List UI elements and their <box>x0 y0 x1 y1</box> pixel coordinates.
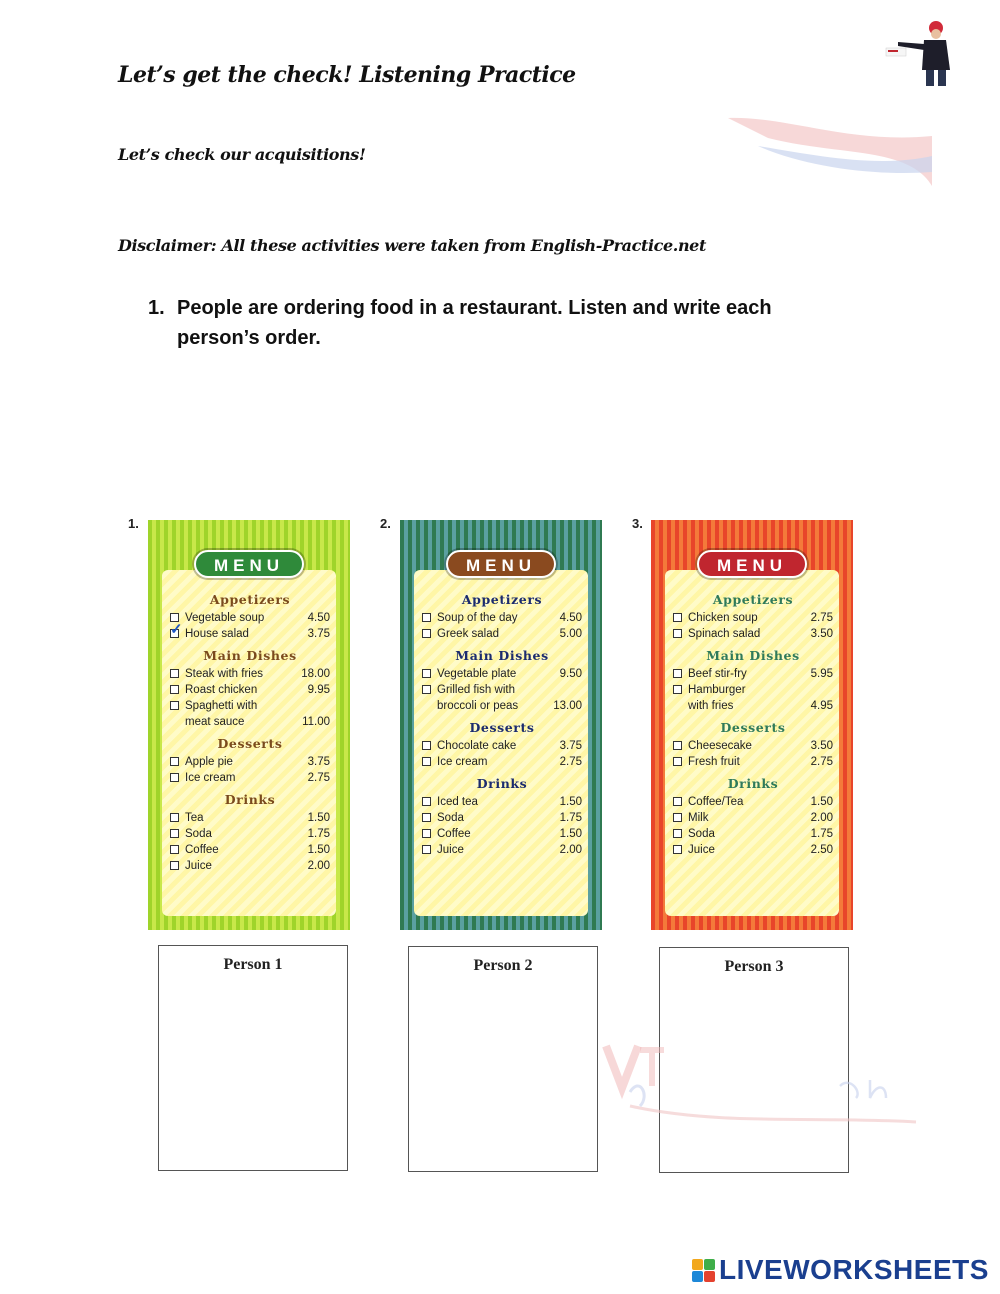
checkbox[interactable] <box>422 669 431 678</box>
liveworksheets-logo <box>692 1254 989 1286</box>
menu-item-name: Vegetable soup <box>185 612 265 624</box>
person-2-answer-box[interactable] <box>408 946 598 1172</box>
menu-item-price: 3.50 <box>810 628 833 640</box>
menu-item-price: 1.75 <box>307 828 330 840</box>
checkbox[interactable] <box>170 757 179 766</box>
menu-item <box>170 621 330 642</box>
menu-section-title: Appetizers <box>712 592 794 607</box>
menu-item-name: Milk <box>688 812 709 824</box>
menu-item-price: 3.75 <box>307 756 330 768</box>
menu-item <box>170 610 330 626</box>
menu-item-price: 5.00 <box>559 628 582 640</box>
menu-item <box>673 810 833 826</box>
menu-item-name: Greek salad <box>437 628 500 640</box>
menu-item <box>422 794 582 810</box>
menu-item-name: Soup of the day <box>437 612 518 624</box>
checkbox[interactable] <box>170 861 179 870</box>
menu-body <box>673 592 833 858</box>
menu-item-price: 1.75 <box>810 828 833 840</box>
person-1-answer-box[interactable] <box>158 945 348 1171</box>
menu-item <box>673 682 833 698</box>
checkmark-icon: ✓ <box>170 621 183 638</box>
menu-item-name: Steak with fries <box>185 668 263 680</box>
menu-item <box>422 842 582 858</box>
menu-item-name: Fresh fruit <box>688 756 740 768</box>
menu-item <box>673 738 833 754</box>
menu-item <box>422 682 582 698</box>
menu-item <box>422 754 582 770</box>
menu-item-name: Beef stir-fry <box>688 668 747 680</box>
person-2-label: Person 2 <box>473 957 533 974</box>
checkbox[interactable] <box>422 813 431 822</box>
checkbox[interactable] <box>673 845 682 854</box>
checkbox[interactable] <box>170 669 179 678</box>
menu-item-name: Soda <box>437 812 464 824</box>
logo-text: LIVEWORKSHEETS <box>719 1254 989 1285</box>
menu-item-price: 2.75 <box>559 756 582 768</box>
menu-item-name: Spinach salad <box>688 628 761 640</box>
menu-item <box>170 826 330 842</box>
menu-section-title: Appetizers <box>209 592 291 607</box>
menu-item-name: Spaghetti with <box>185 700 258 712</box>
logo-blocks-icon <box>692 1259 715 1282</box>
disclaimer-text: Disclaimer: All these activities were taken from English-Practice.net <box>118 236 706 255</box>
menu-section-title: Drinks <box>727 776 779 791</box>
checkbox[interactable] <box>422 613 431 622</box>
menu-item-price: 2.75 <box>810 756 833 768</box>
menu-item <box>673 794 833 810</box>
menu-item-price: 5.95 <box>810 668 833 680</box>
menu-item-name: House salad <box>185 628 249 640</box>
checkbox[interactable] <box>673 757 682 766</box>
checkbox[interactable] <box>422 629 431 638</box>
worksheet-subtitle: Let’s check our acquisitions! <box>118 145 366 164</box>
checkbox[interactable] <box>673 829 682 838</box>
menu-item <box>422 738 582 754</box>
menu-item-price: 3.75 <box>559 740 582 752</box>
menu-label: MENU <box>194 550 304 578</box>
menu-item-price: 13.00 <box>553 700 582 712</box>
menu-number-3: 3. <box>632 516 643 531</box>
checkbox[interactable] <box>170 773 179 782</box>
menu-item-name-cont: meat sauce <box>185 716 245 728</box>
checkbox[interactable] <box>673 741 682 750</box>
menu-item-price: 1.50 <box>810 796 833 808</box>
checkbox[interactable] <box>170 685 179 694</box>
menu-item-price: 4.50 <box>307 612 330 624</box>
menu-item <box>422 810 582 826</box>
menu-item <box>673 754 833 770</box>
menu-section-title: Appetizers <box>461 592 543 607</box>
menu-item-price: 1.75 <box>559 812 582 824</box>
menu-section-title: Drinks <box>224 792 276 807</box>
menu-item <box>673 842 833 858</box>
menu-item-price: 18.00 <box>301 668 330 680</box>
instruction-number: 1. <box>148 297 165 319</box>
person-1-label: Person 1 <box>223 956 283 973</box>
menu-item-price: 1.50 <box>559 828 582 840</box>
menu-item-name: Roast chicken <box>185 684 258 696</box>
menu-item-price: 3.50 <box>810 740 833 752</box>
menu-item-price: 2.00 <box>307 860 330 872</box>
menu-item-continued <box>422 698 582 714</box>
menu-item-name: Juice <box>185 860 212 872</box>
menu-item-name: Vegetable plate <box>437 668 517 680</box>
menu-item-name: Juice <box>437 844 464 856</box>
menu-item <box>673 666 833 682</box>
menu-section-title: Main Dishes <box>203 648 297 663</box>
menu-item-price: 3.75 <box>307 628 330 640</box>
menu-item <box>170 770 330 786</box>
menu-item-price: 2.00 <box>559 844 582 856</box>
menu-item <box>673 826 833 842</box>
menu-item-name: Ice cream <box>437 756 488 768</box>
menu-board-2 <box>400 520 602 930</box>
menu-item-price: 1.50 <box>307 812 330 824</box>
menu-item-name: Tea <box>185 812 204 824</box>
menu-item-name: Chicken soup <box>688 612 758 624</box>
worksheet-title: Let’s get the check! Listening Practice <box>118 62 576 88</box>
menu-item-name: Soda <box>688 828 715 840</box>
menu-item-price: 1.50 <box>559 796 582 808</box>
menu-body <box>170 592 330 874</box>
menu-item-name: Coffee/Tea <box>688 796 744 808</box>
menu-item <box>170 858 330 874</box>
checkbox[interactable] <box>673 629 682 638</box>
menu-item <box>422 666 582 682</box>
checkbox[interactable] <box>422 845 431 854</box>
checkbox[interactable] <box>673 797 682 806</box>
menu-item-price: 9.50 <box>559 668 582 680</box>
menu-number-1: 1. <box>128 516 139 531</box>
checkbox[interactable] <box>422 829 431 838</box>
checkbox[interactable] <box>673 685 682 694</box>
menu-section-title: Main Dishes <box>455 648 549 663</box>
menu-label: MENU <box>697 550 807 578</box>
menu-item-name: Iced tea <box>437 796 478 808</box>
menu-item-price: 4.95 <box>810 700 833 712</box>
menu-item-name: Ice cream <box>185 772 236 784</box>
checkbox[interactable] <box>673 669 682 678</box>
menu-section-title: Desserts <box>217 736 283 751</box>
menu-item-price: 2.00 <box>810 812 833 824</box>
menu-section-title: Main Dishes <box>706 648 800 663</box>
menu-item-name-cont: broccoli or peas <box>437 700 519 712</box>
instruction-line-1: People are ordering food in a restaurant. Listen and write each <box>177 297 772 319</box>
menu-item-price: 1.50 <box>307 844 330 856</box>
menu-item <box>673 610 833 626</box>
checkbox[interactable] <box>422 741 431 750</box>
menu-item-name: Hamburger <box>688 684 746 696</box>
checkbox[interactable] <box>673 813 682 822</box>
menu-item-price: 11.00 <box>302 716 330 728</box>
menu-item-continued <box>673 698 833 714</box>
menu-item-name: Juice <box>688 844 715 856</box>
menu-item <box>422 610 582 626</box>
checkbox[interactable] <box>170 813 179 822</box>
watermark-logo-icon <box>600 1036 920 1136</box>
menu-item-name: Soda <box>185 828 212 840</box>
menu-item <box>170 842 330 858</box>
menu-item-price: 2.50 <box>810 844 833 856</box>
menu-item-price: 2.75 <box>307 772 330 784</box>
menu-item-price: 4.50 <box>559 612 582 624</box>
menu-item-price: 9.95 <box>307 684 330 696</box>
menu-item <box>170 754 330 770</box>
menu-section-title: Drinks <box>476 776 528 791</box>
checkbox[interactable] <box>422 797 431 806</box>
checkbox[interactable] <box>170 829 179 838</box>
instruction-line-2: person’s order. <box>177 326 321 349</box>
person-3-label: Person 3 <box>724 958 784 975</box>
menu-item <box>170 682 330 698</box>
checkbox[interactable] <box>170 701 179 710</box>
decorative-swoosh-icon <box>728 116 932 188</box>
menu-item-name: Grilled fish with <box>437 684 515 696</box>
checkbox[interactable] <box>422 757 431 766</box>
menu-item <box>170 698 330 714</box>
menu-number-2: 2. <box>380 516 391 531</box>
menu-item <box>422 626 582 642</box>
menu-item-name: Chocolate cake <box>437 740 517 752</box>
menu-label: MENU <box>446 550 556 578</box>
checkbox[interactable] <box>170 845 179 854</box>
menu-item-name: Coffee <box>437 828 471 840</box>
menu-section-title: Desserts <box>469 720 535 735</box>
menu-item-name: Cheesecake <box>688 740 752 752</box>
checkbox[interactable] <box>673 613 682 622</box>
menu-item <box>170 810 330 826</box>
menu-item <box>422 826 582 842</box>
menu-item <box>170 666 330 682</box>
checkbox[interactable] <box>422 685 431 694</box>
menu-item-name-cont: with fries <box>688 700 734 712</box>
menu-item-name: Apple pie <box>185 756 233 768</box>
menu-section-title: Desserts <box>720 720 786 735</box>
menu-item-continued <box>170 714 330 730</box>
menu-item-price: 2.75 <box>810 612 833 624</box>
menu-board-3 <box>651 520 853 930</box>
teacher-figure-icon <box>884 18 954 88</box>
menu-body <box>422 592 582 858</box>
menu-item <box>673 626 833 642</box>
menu-item-name: Coffee <box>185 844 219 856</box>
menu-board-1 <box>148 520 350 930</box>
